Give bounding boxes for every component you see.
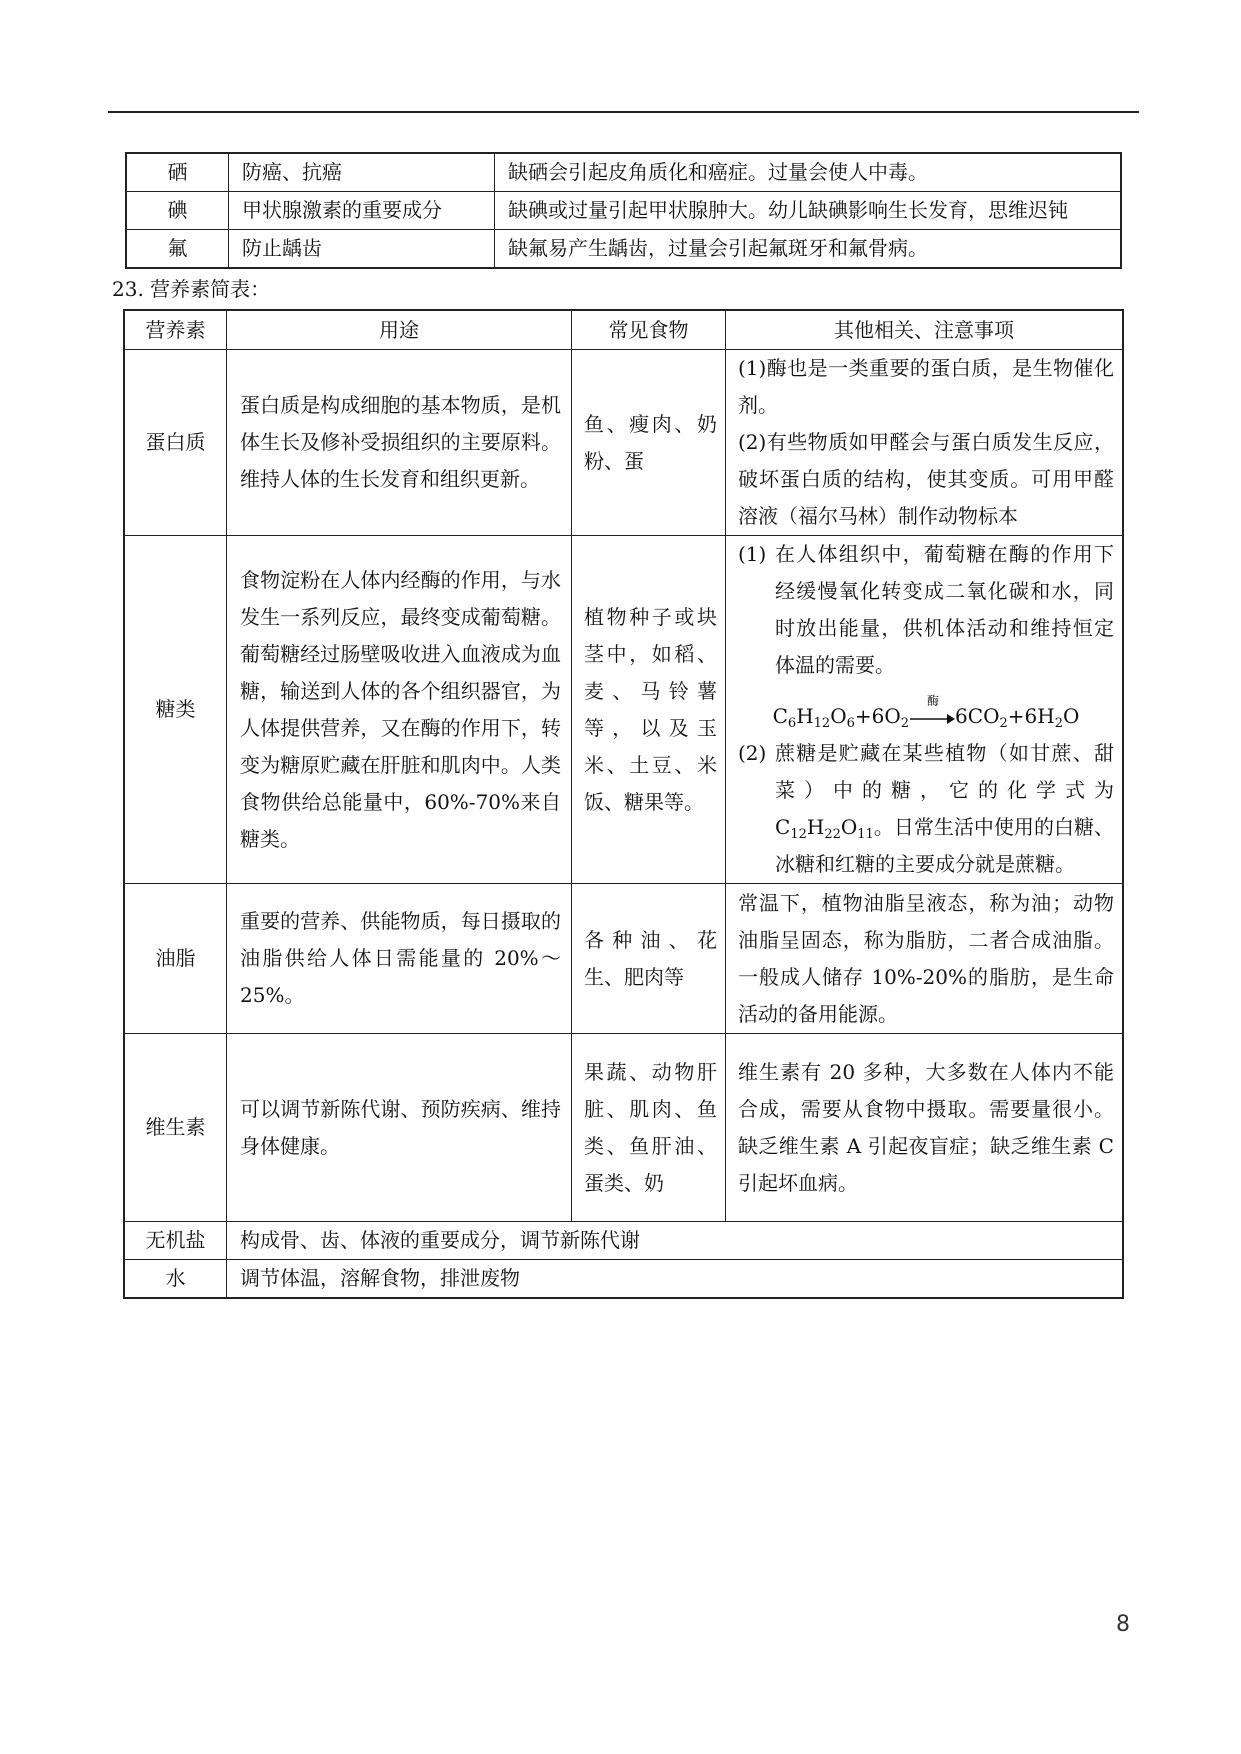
element-note: 缺碘或过量引起甲状腺肿大。幼儿缺碘影响生长发育，思维迟钝 bbox=[495, 192, 1122, 230]
nutrient-name: 维生素 bbox=[124, 1034, 227, 1222]
nutrient-name: 蛋白质 bbox=[124, 350, 227, 536]
element-use: 甲状腺激素的重要成分 bbox=[229, 192, 495, 230]
note-line: (2)有些物质如甲醛会与蛋白质发生反应，破坏蛋白质的结构，使其变质。可用甲醛溶液（福尔马林）制作动物标本 bbox=[738, 430, 1114, 528]
nutrient-use: 食物淀粉在人体内经酶的作用，与水发生一系列反应，最终变成葡萄糖。葡萄糖经过肠壁吸收进入血液成为血糖，输送到人体的各个组织器官，为人体提供营养，又在酶的作用下，转变为糖原贮藏在肝脏和肌肉中。人类食物供给总能量中，60%-70%来自糖类。 bbox=[227, 536, 572, 884]
row-protein bbox=[124, 350, 1123, 536]
row-mineral bbox=[124, 1222, 1123, 1260]
table-row bbox=[126, 192, 1121, 230]
element-name: 碘 bbox=[126, 192, 229, 230]
nutrient-use: 蛋白质是构成细胞的基本物质，是机体生长及修补受损组织的主要原料。维持人体的生长发育和组织更新。 bbox=[227, 350, 572, 536]
row-water bbox=[124, 1260, 1123, 1299]
nutrient-name: 水 bbox=[124, 1260, 227, 1299]
element-use: 防止龋齿 bbox=[229, 230, 495, 269]
row-sugar bbox=[124, 536, 1123, 884]
element-use: 防癌、抗癌 bbox=[229, 153, 495, 192]
nutrient-name: 油脂 bbox=[124, 884, 227, 1034]
nutrient-food: 鱼、瘦肉、奶粉、蛋 bbox=[572, 350, 726, 536]
element-note: 缺硒会引起皮角质化和癌症。过量会使人中毒。 bbox=[495, 153, 1122, 192]
element-note: 缺氟易产生龋齿，过量会引起氟斑牙和氟骨病。 bbox=[495, 230, 1122, 269]
nutrient-name: 糖类 bbox=[124, 536, 227, 884]
header-rule bbox=[108, 111, 1139, 113]
nutrient-use: 调节体温，溶解食物，排泄废物 bbox=[227, 1260, 1124, 1299]
glucose-equation: $C_6H_{12}O_6+6O_2$ 酶 $6CO_2+6H_2O$ bbox=[772, 693, 1080, 731]
catalyst-label: 酶 bbox=[927, 693, 940, 708]
table-row bbox=[126, 230, 1121, 269]
item-number: (1) bbox=[738, 542, 767, 566]
nutrient-note bbox=[726, 350, 1124, 536]
reaction-arrow-icon bbox=[909, 693, 955, 728]
nutrient-use: 重要的营养、供能物质，每日摄取的油脂供给人体日需能量的 20%～25%。 bbox=[227, 884, 572, 1034]
nutrient-food: 果蔬、动物肝脏、肌肉、鱼类、鱼肝油、蛋类、奶 bbox=[572, 1034, 726, 1222]
item-number: (2) bbox=[738, 741, 767, 765]
nutrient-food: 植物种子或块茎中，如稻、麦、马铃薯等，以及玉米、土豆、米饭、糖果等。 bbox=[572, 536, 726, 884]
nutrient-note: 常温下，植物油脂呈液态，称为油；动物油脂呈固态，称为脂肪，二者合成油脂。一般成人储存 10%-20%的脂肪，是生命活动的备用能源。 bbox=[726, 884, 1124, 1034]
header-food: 常见食物 bbox=[572, 310, 726, 350]
nutrient-use: 可以调节新陈代谢、预防疾病、维持身体健康。 bbox=[227, 1034, 572, 1222]
item-text: 在人体组织中，葡萄糖在酶的作用下经缓慢氧化转变成二氧化碳和水，同时放出能量，供机体活动和维持恒定体温的需要。 bbox=[775, 542, 1114, 677]
element-name: 硒 bbox=[126, 153, 229, 192]
section-caption: 23. 营养素简表： bbox=[112, 277, 271, 301]
table-row bbox=[126, 153, 1121, 192]
nutrients-table bbox=[123, 309, 1124, 1299]
nutrient-name: 无机盐 bbox=[124, 1222, 227, 1260]
item-text: 蔗糖是贮藏在某些植物（如甘蔗、甜菜）中的糖，它的化学式为 $C_{12}H_{22}O_{11}$。日常生活中使用的白糖、冰糖和红糖的主要成分就是蔗糖。 bbox=[775, 741, 1114, 876]
element-name: 氟 bbox=[126, 230, 229, 269]
nutrient-use: 构成骨、齿、体液的重要成分，调节新陈代谢 bbox=[227, 1222, 1124, 1260]
header-use: 用途 bbox=[227, 310, 572, 350]
nutrient-note: 维生素有 20 多种，大多数在人体内不能合成，需要从食物中摄取。需要量很小。缺乏维生素 A 引起夜盲症；缺乏维生素 C 引起坏血病。 bbox=[726, 1034, 1124, 1222]
header-notes: 其他相关、注意事项 bbox=[726, 310, 1124, 350]
nutrient-note bbox=[726, 536, 1124, 884]
row-fat bbox=[124, 884, 1123, 1034]
note-item bbox=[738, 536, 1114, 684]
header-nutrient: 营养素 bbox=[124, 310, 227, 350]
nutrient-food: 各种油、花生、肥肉等 bbox=[572, 884, 726, 1034]
page-number: 8 bbox=[1116, 1612, 1130, 1637]
note-item bbox=[738, 735, 1114, 883]
note-line: (1)酶也是一类重要的蛋白质，是生物催化剂。 bbox=[738, 356, 1114, 417]
row-vitamin bbox=[124, 1034, 1123, 1222]
trace-elements-table bbox=[125, 152, 1122, 269]
header-row bbox=[124, 310, 1123, 350]
